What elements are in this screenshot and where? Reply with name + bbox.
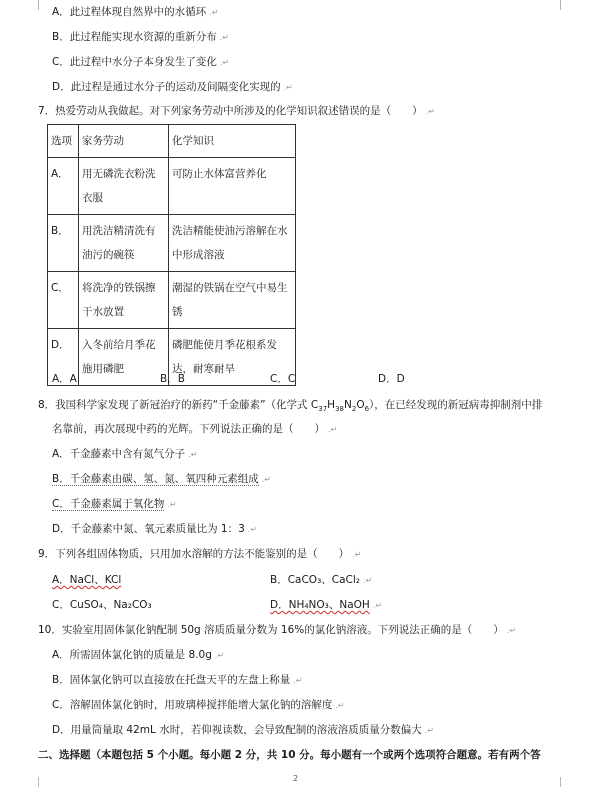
row-knowledge: 磷肥能使月季花根系发达，耐寒耐旱 — [169, 329, 296, 386]
row-option: C． — [48, 272, 79, 329]
row-option: B． — [48, 215, 79, 272]
row-knowledge: 洗洁精能使油污溶解在水中形成溶液 — [169, 215, 296, 272]
table-row — [48, 215, 296, 272]
q6-option-a: A．此过程体现自然界中的水循环 .↵ — [52, 6, 219, 18]
row-task: 用洗洁精清洗有油污的碗筷 — [79, 215, 169, 272]
q10-option-c: C．溶解固体氯化钠时，用玻璃棒搅拌能增大氯化钠的溶解度 .↵ — [52, 699, 345, 711]
q9-option-b: B．CaCO₃、CaCl₂ .↵ — [270, 574, 373, 586]
q10-stem: 10．实验室用固体氯化钠配制 50g 溶质质量分数为 16%的氯化钠溶液。下列说法正确的是（ ） .↵ — [38, 624, 516, 636]
row-option: A． — [48, 158, 79, 215]
section-2-heading: 二、选择题（本题包括 5 个小题。每小题 2 分，共 10 分。每小题有一个或两个选项符合题意。若有两个答 — [38, 749, 541, 761]
q6-option-b: B．此过程能实现水资源的重新分布 .↵ — [52, 31, 229, 43]
q9-stem: 9．下列各组固体物质，只用加水溶解的方法不能鉴别的是（ ） .↵ — [38, 548, 362, 560]
q7-answer-c: C．C — [270, 373, 296, 385]
q7-answer-a: A．A — [52, 373, 77, 385]
row-knowledge: 潮湿的铁锅在空气中易生锈 — [169, 272, 296, 329]
q6-option-d: D．此过程是通过水分子的运动及间隔变化实现的 .↵ — [52, 81, 293, 93]
q7-answer-d: D．D — [378, 373, 405, 385]
q8-option-a: A．千金藤素中含有氮气分子 .↵ — [52, 448, 198, 460]
table-row — [48, 272, 296, 329]
q6-option-c: C．此过程中水分子本身发生了变化 .↵ — [52, 56, 230, 68]
q10-option-b: B．固体氯化钠可以直接放在托盘天平的左盘上称量 .↵ — [52, 674, 303, 686]
header-task: 家务劳动 — [79, 125, 169, 158]
header-option: 选项 — [48, 125, 79, 158]
page-number: 2 — [293, 774, 299, 783]
q8-option-b: B．千金藤素由碳、氢、氮、氧四种元素组成 .↵ — [52, 473, 271, 485]
q9-option-c: C．CuSO₄、Na₂CO₃ — [52, 599, 152, 611]
q8-stem-line1: 8．我国科学家发现了新冠治疗的新药“千金藤素”（化学式 $C_{37}H_{38}N_2O_6$），在已经发现的新冠病毒抑制剂中排 — [38, 399, 543, 414]
row-knowledge: 可防止水体富营养化 — [169, 158, 296, 215]
header-knowledge: 化学知识 — [169, 125, 296, 158]
row-option: D． — [48, 329, 79, 386]
q10-option-a: A．所需固体氯化钠的质量是 8.0g .↵ — [52, 649, 225, 661]
table-row — [48, 158, 296, 215]
row-task: 入冬前给月季花施用磷肥 — [79, 329, 169, 386]
q7-answer-b: B．B — [160, 373, 185, 385]
q9-option-a: A．NaCl、KCl — [52, 574, 122, 586]
q10-option-d: D．用量筒量取 42mL 水时，若仰视读数，会导致配制的溶液溶质质量分数偏大 .↵ — [52, 724, 434, 736]
row-task: 将洗净的铁锅擦干水放置 — [79, 272, 169, 329]
q8-stem-line2: 名靠前，再次展现中药的光辉。下列说法正确的是（ ） .↵ — [52, 423, 338, 435]
table-header-row — [48, 125, 296, 158]
q8-option-d: D．千金藤素中氮、氧元素质量比为 1：3 .↵ — [52, 523, 258, 535]
q7-stem: 7．热爱劳动从我做起。对下列家务劳动中所涉及的化学知识叙述错误的是（ ） .↵ — [38, 105, 435, 117]
q7-table — [47, 124, 296, 386]
row-task: 用无磷洗衣粉洗衣服 — [79, 158, 169, 215]
q9-option-d: D．NH₄NO₃、NaOH .↵ — [270, 599, 383, 611]
q8-option-c: C．千金藤素属于氧化物 .↵ — [52, 498, 177, 510]
